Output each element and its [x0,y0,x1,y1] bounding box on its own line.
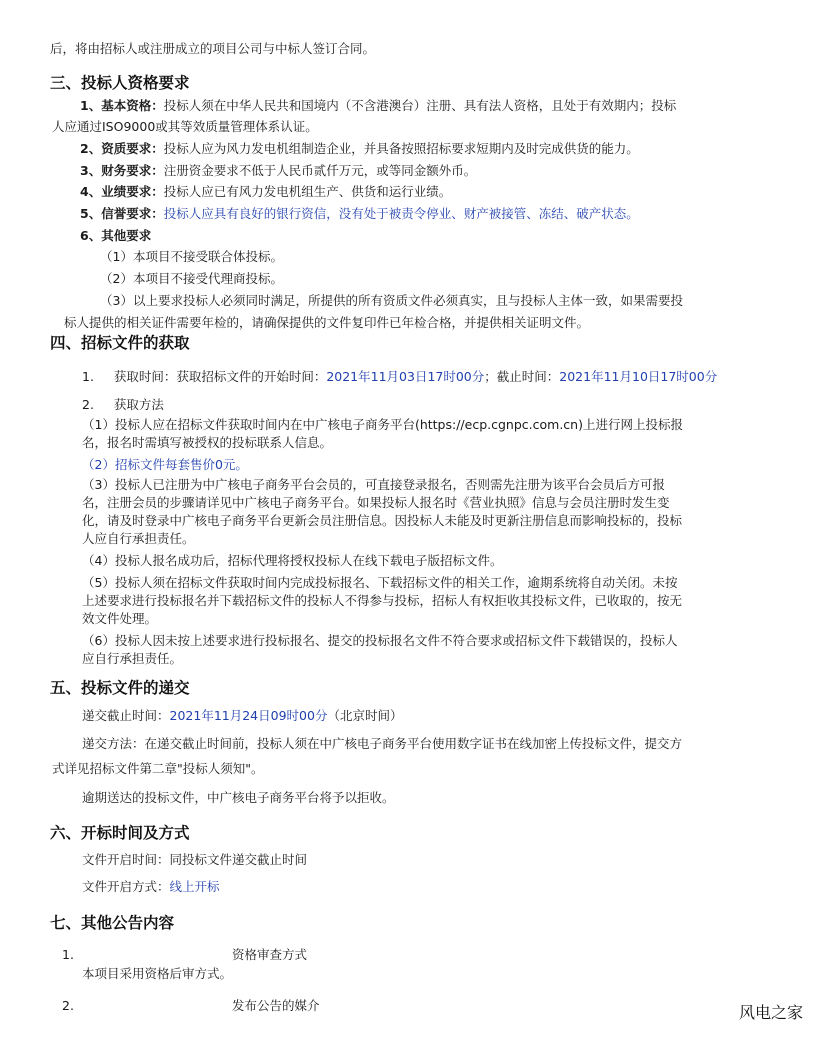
other-2-number: 2. [62,998,74,1013]
get-time-end: 2021年11月10日17时00分 [559,369,718,384]
submit-method-cont: 式详见招标文件第二章"投标人须知"。 [52,761,264,776]
method-5-cont-2: 效文件处理。 [82,611,158,626]
get-method-number: 2. [82,397,94,412]
qualification-6-item-1: （1）本项目不接受联合体投标。 [100,249,283,264]
qualification-2-label: 2、资质要求： [80,141,164,156]
qualification-3-text: 注册资金要求不低于人民币贰仟万元，或等同金额外币。 [163,163,477,178]
section-heading-3: 三、投标人资格要求 [50,74,190,92]
get-time-mid: ；截止时间： [484,369,560,384]
method-6-cont: 应自行承担责任。 [82,651,183,666]
qualification-4-text: 投标人应已有风力发电机组生产、供货和运行业绩。 [163,184,452,199]
open-method [82,878,220,896]
get-time-number: 1. [82,369,94,384]
qualification-3 [80,162,476,180]
get-time-start: 2021年11月03日17时00分 [326,369,485,384]
watermark: 风电之家 [738,1003,803,1022]
get-method-label: 获取方法 [113,397,164,412]
late-submission: 逾期送达的投标文件，中广核电子商务平台将予以拒收。 [82,790,395,805]
qualification-1-cont: 人应通过ISO9000或其等效质量管理体系认证。 [52,119,318,134]
submit-method: 递交方法：在递交截止时间前，投标人须在中广核电子商务平台使用数字证书在线加密上传投标文件，提交方 [82,736,683,751]
section-heading-6: 六、开标时间及方式 [50,824,190,842]
deadline-time: 2021年11月24日09时00分 [169,708,328,723]
qualification-1-label: 1、基本资格： [80,98,164,113]
method-5: （5）投标人须在招标文件获取时间内完成投标报名、下载招标文件的相关工作，逾期系统将自动关闭。未按 [82,575,678,590]
qualification-6-item-3-cont: 标人提供的相关证件需要年检的，请确保提供的文件复印件已年检合格，并提供相关证明文件。 [64,315,590,330]
qualification-1 [80,97,676,115]
other-1-title: 资格审查方式 [232,947,308,962]
method-3-cont-2: 化，请及时登录中广核电子商务平台更新会员注册信息。因投标人未能及时更新注册信息而影响投标的，投标 [82,513,683,528]
method-2: （2）招标文件每套售价0元。 [82,457,248,472]
method-3-cont-1: 名，注册会员的步骤请详见中广核电子商务平台。如果投标人报名时《营业执照》信息与会员注册时发生变 [82,495,670,510]
qualification-2-text: 投标人应为风力发电机组制造企业，并具备按照招标要求短期内及时完成供货的能力。 [163,141,639,156]
get-time-line [82,368,717,386]
qualification-6-item-2: （2）本项目不接受代理商投标。 [100,271,283,286]
method-6: （6）投标人因未按上述要求进行投标报名、提交的投标报名文件不符合要求或招标文件下载错误的，投标人 [82,633,678,648]
section-heading-7: 七、其他公告内容 [50,914,175,932]
qualification-5-text: 投标人应具有良好的银行资信，没有处于被责令停业、财产被接管、冻结、破产状态。 [163,206,639,221]
get-time-label: 获取时间：获取招标文件的开始时间： [113,369,327,384]
section-heading-5: 五、投标文件的递交 [50,679,190,697]
deadline-tail: （北京时间） [327,708,403,723]
get-method-line [82,396,164,414]
method-5-cont-1: 上述要求进行投标报名并下载招标文件的投标人不得参与投标，招标人有权拒收其投标文件，已收取的，按无 [82,593,683,608]
qualification-5-label: 5、信誉要求： [80,206,164,221]
qualification-2 [80,140,639,158]
qualification-4-label: 4、业绩要求： [80,184,164,199]
qualification-1-text: 投标人须在中华人民共和国境内（不含港澳台）注册、具有法人资格，且处于有效期内；投标 [163,98,677,113]
deadline-label: 递交截止时间： [82,708,170,723]
method-1-cont: 名，报名时需填写被授权的投标联系人信息。 [82,435,333,450]
qualification-6-item-3: （3）以上要求投标人必须同时满足，所提供的所有资质文件必须真实，且与投标人主体一致，如果需要投 [100,293,683,308]
deadline-line [82,707,402,725]
method-3-cont-3: 人应自行承担责任。 [82,531,195,546]
paragraph-line: 后，将由招标人或注册成立的项目公司与中标人签订合同。 [50,41,376,56]
qualification-6-label: 6、其他要求 [80,228,152,243]
section-heading-4: 四、招标文件的获取 [50,334,190,352]
method-4: （4）投标人报名成功后，招标代理将授权投标人在线下载电子版招标文件。 [82,553,503,568]
other-2-title: 发布公告的媒介 [232,998,320,1013]
method-1: （1）投标人应在招标文件获取时间内在中广核电子商务平台(https://ecp.cgnpc.com.cn)上进行网上投标报 [82,417,683,432]
open-method-label: 文件开启方式： [82,879,170,894]
qualification-4 [80,183,451,201]
qualification-3-label: 3、财务要求： [80,163,164,178]
qualification-5 [80,205,639,223]
open-time: 文件开启时间：同投标文件递交截止时间 [82,852,308,867]
other-1-text: 本项目采用资格后审方式。 [82,966,233,981]
other-1-number: 1. [62,947,74,962]
method-3: （3）投标人已注册为中广核电子商务平台会员的，可直接登录报名，否则需先注册为该平台会员后方可报 [82,477,665,492]
open-method-value: 线上开标 [169,879,220,894]
